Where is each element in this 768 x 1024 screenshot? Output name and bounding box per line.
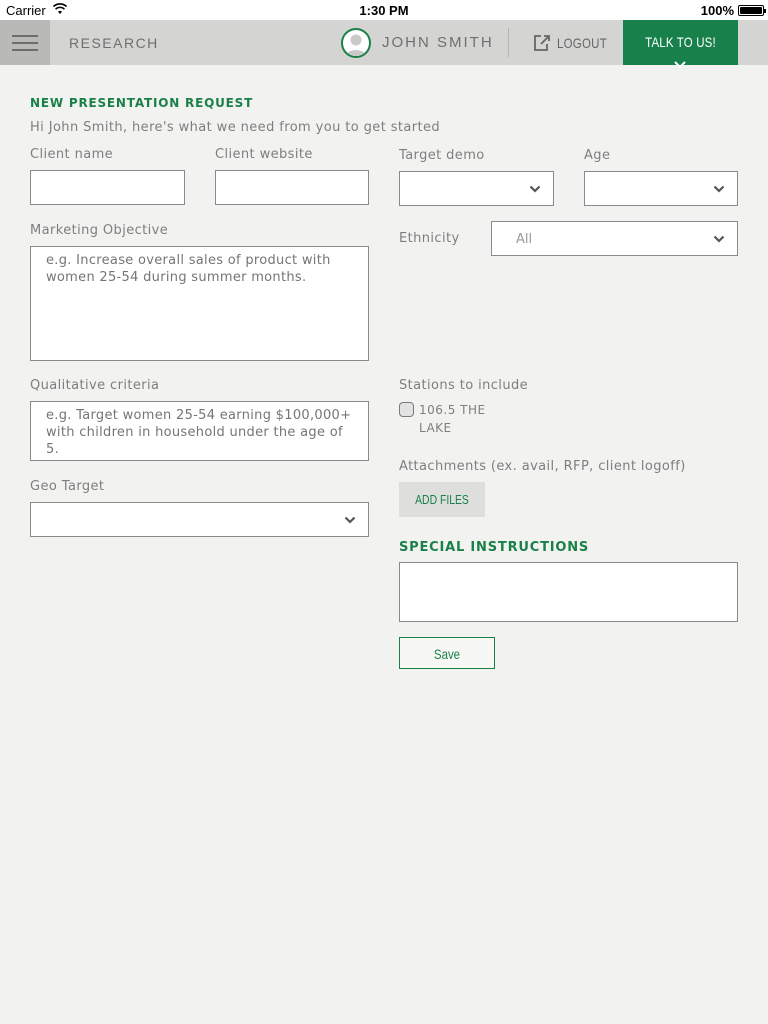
ethnicity-value: All — [516, 232, 533, 247]
target-demo-select[interactable] — [399, 171, 554, 206]
special-instructions-textarea[interactable] — [399, 562, 738, 622]
add-files-button[interactable] — [399, 482, 485, 517]
ethnicity-label: Ethnicity — [399, 231, 460, 246]
save-button[interactable] — [399, 637, 495, 669]
logout-icon — [533, 34, 551, 52]
add-files-label: ADD FILES — [415, 492, 469, 507]
marketing-objective-label: Marketing Objective — [30, 223, 169, 238]
client-website-label: Client website — [215, 147, 313, 162]
logout-label: LOGOUT — [557, 35, 607, 51]
station-label[interactable]: 106.5 THE LAKE — [419, 403, 486, 435]
logout-button[interactable] — [533, 33, 618, 53]
ethnicity-select[interactable] — [491, 221, 738, 256]
battery-percent: 100% — [700, 3, 734, 18]
chevron-down-icon — [529, 184, 541, 194]
battery-icon — [738, 5, 764, 16]
geo-target-select[interactable] — [30, 502, 369, 537]
geo-target-label: Geo Target — [30, 479, 105, 494]
client-name-label: Client name — [30, 147, 114, 162]
save-label: Save — [433, 646, 461, 662]
chevron-down-icon — [344, 515, 356, 525]
client-name-input[interactable] — [30, 170, 185, 205]
age-select[interactable] — [584, 171, 738, 206]
nav-divider — [508, 28, 509, 57]
station-checkbox[interactable] — [399, 402, 414, 417]
user-name[interactable]: JOHN SMITH — [382, 34, 494, 51]
carrier-label: Carrier — [6, 3, 46, 18]
hamburger-menu-button[interactable] — [0, 20, 50, 65]
attachments-label: Attachments (ex. avail, RFP, client logoff) — [399, 459, 686, 474]
target-demo-label: Target demo — [399, 148, 485, 163]
chevron-down-icon — [713, 184, 725, 194]
talk-to-us-button[interactable] — [623, 20, 738, 65]
top-nav-bar — [0, 20, 768, 65]
client-website-input[interactable] — [215, 170, 369, 205]
section-title: RESEARCH — [69, 35, 159, 51]
status-bar — [0, 0, 768, 20]
intro-text: Hi John Smith, here's what we need from you to get started — [30, 120, 441, 135]
chevron-down-icon — [713, 234, 725, 244]
stations-label: Stations to include — [399, 378, 529, 393]
qualitative-criteria-label: Qualitative criteria — [30, 378, 160, 393]
form-heading: NEW PRESENTATION REQUEST — [30, 96, 254, 110]
qualitative-criteria-textarea[interactable] — [30, 401, 369, 461]
clock: 1:30 PM — [359, 3, 409, 18]
special-instructions-label: SPECIAL INSTRUCTIONS — [399, 540, 590, 555]
talk-to-us-label: TALK TO US! — [645, 34, 716, 50]
chevron-down-icon — [674, 61, 686, 69]
user-avatar-icon[interactable] — [341, 28, 371, 58]
marketing-objective-textarea[interactable] — [30, 246, 369, 361]
age-label: Age — [584, 148, 611, 163]
